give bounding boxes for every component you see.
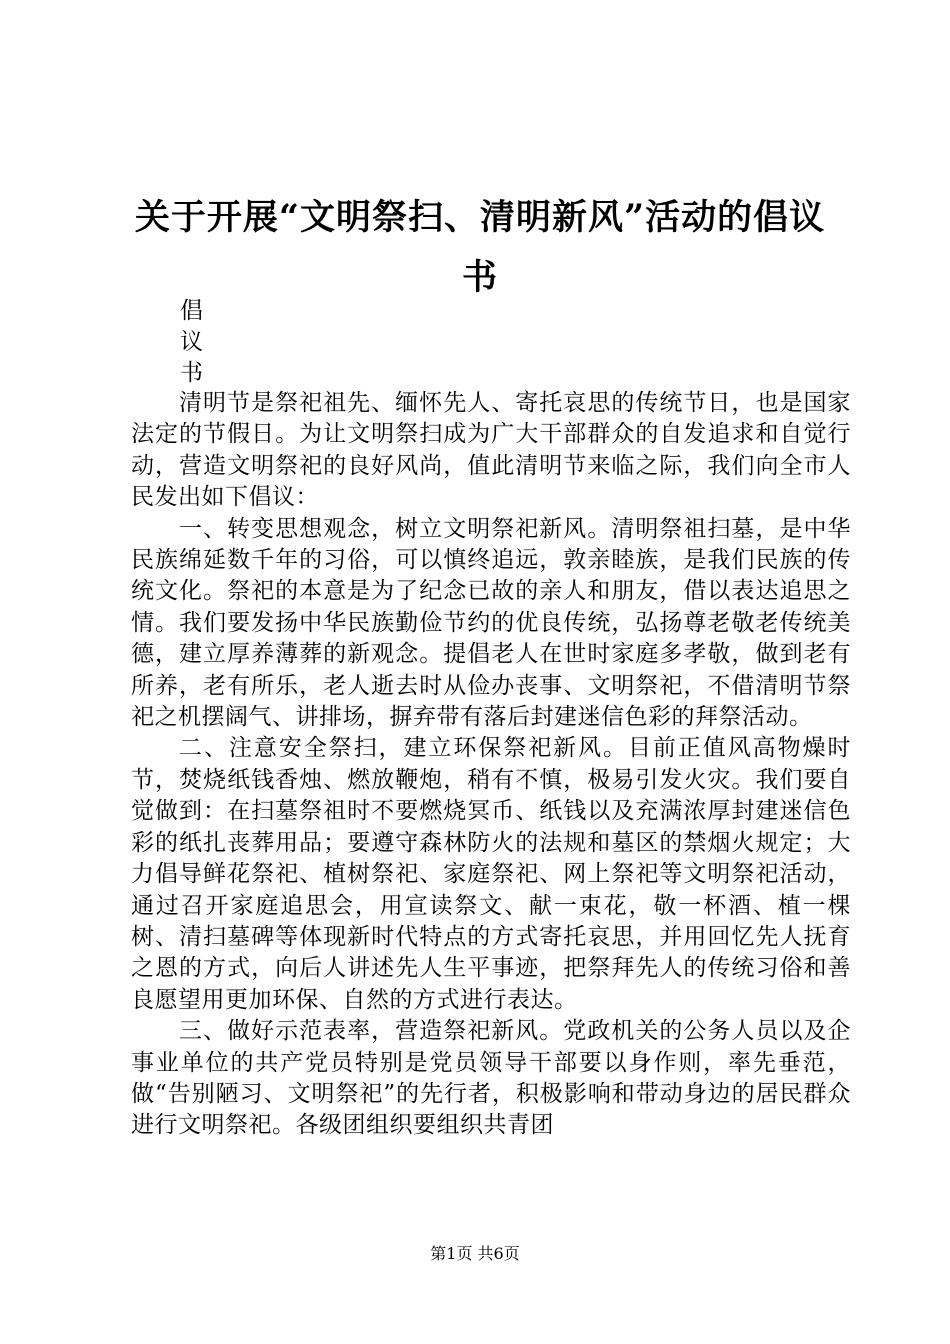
paragraph-section-3: 三、做好示范表率，营造祭祀新风。党政机关的公务人员以及企事业单位的共产党员特别是党员领导干部要以身作则，率先垂范，做“告别陋习、文明祭祀”的先行者，积极影响和带动身边的居民群众进行文明祭祀。各级团组织要组织共青团: [131, 1018, 851, 1139]
paragraph-section-2: 二、注意安全祭扫，建立环保祭祀新风。目前正值风高物燥时节，焚烧纸钱香烛、燃放鞭炮，稍有不慎，极易引发火灾。我们要自觉做到：在扫墓祭祖时不要燃烧冥币、纸钱以及充满浓厚封建迷信色彩的纸扎丧葬用品；要遵守森林防火的法规和墓区的禁烟火规定；大力倡导鲜花祭祀、植树祭祀、家庭祭祀、网上祭祀等文明祭祀活动，通过召开家庭追思会，用宣读祭文、献一束花，敬一杯酒、植一棵树、清扫墓碑等体现新时代特点的方式寄托哀思，并用回忆先人抚育之恩的方式，向后人讲述先人生平事迹，把祭拜先人的传统习俗和善良愿望用更加环保、自然的方式进行表达。: [131, 735, 851, 1013]
page-footer: 第1页 共6页: [430, 1244, 520, 1263]
document-title: [120, 188, 840, 308]
subheading-char: 倡: [180, 298, 203, 324]
document-body: [131, 388, 851, 1142]
title-line-2: 书: [461, 257, 498, 298]
paragraph-intro: 清明节是祭祀祖先、缅怀先人、寄托哀思的传统节日，也是国家法定的节假日。为让文明祭扫成为广大干部群众的自发追求和自觉行动，营造文明祭祀的良好风尚，值此清明节来临之际，我们向全市人民发出如下倡议：: [131, 390, 851, 511]
title-line-1: 关于开展“文明祭扫、清明新风”活动的倡议: [134, 197, 826, 238]
paragraph-section-1: 一、转变思想观念，树立文明祭祀新风。清明祭祖扫墓，是中华民族绵延数千年的习俗，可以慎终追远，敦亲睦族，是我们民族的传统文化。祭祀的本意是为了纪念已故的亲人和朋友，借以表达追思之情。我们要发扬中华民族勤俭节约的优良传统，弘扬尊老敬老传统美德，建立厚养薄葬的新观念。提倡老人在世时家庭多孝敬，做到老有所养，老有所乐，老人逝去时从俭办丧事、文明祭祀，不借清明节祭祀之机摆阔气、讲排场，摒弃带有落后封建迷信色彩的拜祭活动。: [131, 515, 851, 731]
subheading-char: 议: [180, 329, 203, 355]
subheading-char: 书: [180, 360, 203, 386]
subheading-vertical: [180, 296, 210, 389]
